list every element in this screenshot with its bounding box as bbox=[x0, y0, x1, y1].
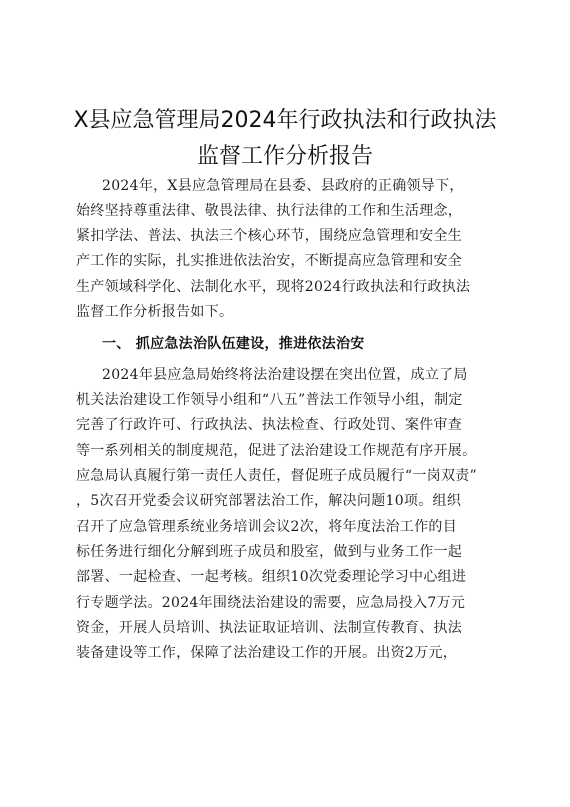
intro-line: 生产领域科学化、法制化水平，现将2024行政执法和行政执法 bbox=[76, 279, 471, 295]
body-line: 行专题学法。2024年围绕法治建设的需要，应急局投入7万元 bbox=[76, 595, 466, 611]
intro-line: 始终坚持尊重法律、敬畏法律、执行法律的工作和生活理念， bbox=[76, 203, 463, 219]
body-line: 机关法治建设工作领导小组和“八五”普法工作领导小组，制定 bbox=[76, 392, 463, 408]
body-line: 装备建设等工作，保障了法治建设工作的开展。出资2万元， bbox=[76, 645, 458, 661]
body-line: 等一系列相关的制度规范，促进了法治建设工作规范有序开展。 bbox=[76, 443, 477, 459]
body-line: 应急局认真履行第一责任人责任，督促班子成员履行“一岗双责” bbox=[76, 468, 478, 484]
body-line: 资金，开展人员培训、执法证取证培训、法制宣传教育、执法 bbox=[76, 620, 463, 636]
body-line: 召开了应急管理系统业务培训会议2次，将年度法治工作的目 bbox=[76, 519, 458, 535]
body-line: 部署、一起检查、一起考核。组织10次党委理论学习中心组进 bbox=[76, 569, 467, 585]
document-title-line2: 监督工作分析报告 bbox=[196, 144, 373, 169]
body-line: 标任务进行细化分解到班子成员和股室，做到与业务工作一起 bbox=[76, 544, 463, 560]
intro-line: 产工作的实际，扎实推进依法治安，不断提高应急管理和安全 bbox=[76, 253, 463, 269]
intro-line: 监督工作分析报告如下。 bbox=[76, 304, 234, 320]
body-line: ，5次召开党委会议研究部署法治工作，解决问题10项。组织 bbox=[76, 493, 462, 509]
body-line: 2024年县应急局始终将法治建设摆在突出位置，成立了局 bbox=[102, 367, 468, 383]
body-line: 完善了行政许可、行政执法、执法检查、行政处罚、案件审查 bbox=[76, 417, 463, 433]
intro-line: 2024年，X县应急管理局在县委、县政府的正确领导下， bbox=[102, 178, 464, 194]
section-heading: 一、 抓应急法治队伍建设，推进依法治安 bbox=[102, 336, 365, 352]
document-title-line1: X县应急管理局2024年行政执法和行政执法 bbox=[73, 108, 497, 133]
intro-line: 紧扣学法、普法、执法三个核心环节，围绕应急管理和安全生 bbox=[76, 228, 463, 244]
